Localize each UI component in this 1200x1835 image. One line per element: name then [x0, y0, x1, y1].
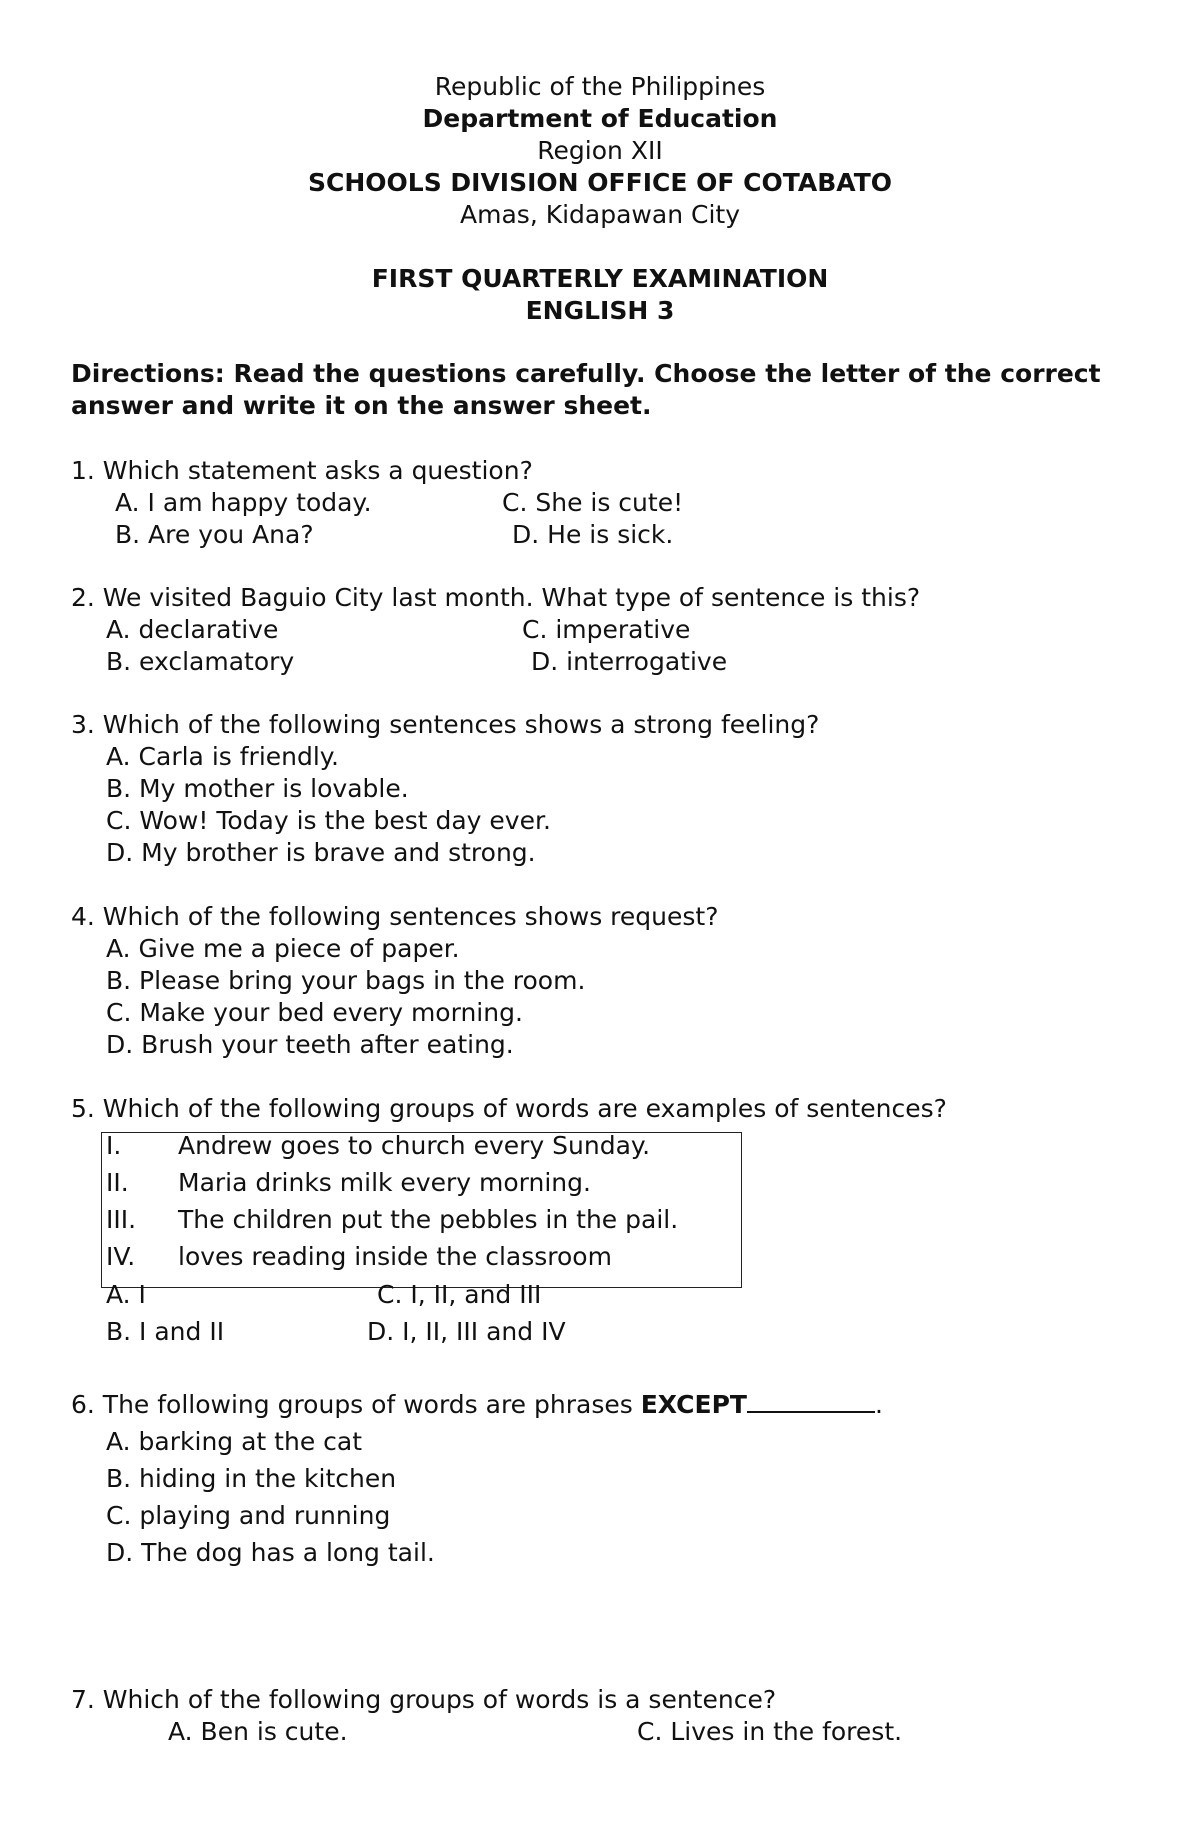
q2-option-d: D. interrogative [531, 647, 728, 676]
q5-option-d: D. I, II, III and IV [367, 1317, 566, 1346]
statement-number: IV. [106, 1242, 136, 1271]
statement-item [106, 1204, 678, 1236]
q6-stem-end: . [874, 1390, 883, 1419]
q4-option-a: A. Give me a piece of paper. [106, 934, 460, 963]
statement-text: Andrew goes to church every Sunday. [178, 1131, 651, 1160]
q6-stem-text: 6. The following groups of words are phrases [71, 1390, 641, 1419]
statement-text: Maria drinks milk every morning. [178, 1168, 591, 1197]
q1-option-d: D. He is sick. [512, 520, 674, 549]
q5-option-a: A. I [106, 1280, 146, 1309]
statement-number: III. [106, 1205, 137, 1234]
statement-text: loves reading inside the classroom [178, 1242, 612, 1271]
q6-option-a: A. barking at the cat [106, 1427, 363, 1456]
q6-option-c: C. playing and running [106, 1501, 391, 1530]
question-7-stem: 7. Which of the following groups of words is a sentence? [71, 1685, 777, 1714]
question-5-stem: 5. Which of the following groups of words are examples of sentences? [71, 1094, 947, 1123]
exam-subject: ENGLISH 3 [525, 296, 675, 325]
q3-option-a: A. Carla is friendly. [106, 742, 339, 771]
statement-number: II. [106, 1168, 129, 1197]
question-6-stem [71, 1389, 883, 1421]
statement-item [106, 1167, 591, 1199]
q1-option-a: A. I am happy today. [115, 488, 372, 517]
q2-option-c: C. imperative [522, 615, 691, 644]
q2-option-b: B. exclamatory [106, 647, 295, 676]
q1-option-c: C. She is cute! [502, 488, 684, 517]
q6-stem-emphasis: EXCEPT [640, 1390, 747, 1419]
q5-option-b: B. I and II [106, 1317, 225, 1346]
q1-option-b: B. Are you Ana? [115, 520, 314, 549]
header-address: Amas, Kidapawan City [460, 200, 740, 229]
header-department: Department of Education [422, 104, 778, 133]
answer-blank [747, 1389, 875, 1413]
question-1-stem: 1. Which statement asks a question? [71, 456, 533, 485]
q7-option-a: A. Ben is cute. [168, 1717, 348, 1746]
statement-item [106, 1130, 650, 1162]
q4-option-d: D. Brush your teeth after eating. [106, 1030, 514, 1059]
statement-text: The children put the pebbles in the pail. [178, 1205, 679, 1234]
q5-option-c: C. I, II, and III [377, 1280, 542, 1309]
q7-option-c: C. Lives in the forest. [637, 1717, 903, 1746]
header-region: Region XII [537, 136, 663, 165]
q4-option-b: B. Please bring your bags in the room. [106, 966, 586, 995]
q2-option-a: A. declarative [106, 615, 279, 644]
q3-option-c: C. Wow! Today is the best day ever. [106, 806, 551, 835]
question-4-stem: 4. Which of the following sentences shows request? [71, 902, 719, 931]
statement-item [106, 1241, 612, 1273]
statement-number: I. [106, 1131, 122, 1160]
question-2-stem: 2. We visited Baguio City last month. What type of sentence is this? [71, 583, 921, 612]
header-division-office: SCHOOLS DIVISION OFFICE OF COTABATO [307, 168, 892, 197]
directions: Directions: Read the questions carefully. Choose the letter of the correct answer and write it on the answer sheet. [71, 359, 1101, 420]
q3-option-d: D. My brother is brave and strong. [106, 838, 536, 867]
q6-option-b: B. hiding in the kitchen [106, 1464, 397, 1493]
q6-option-d: D. The dog has a long tail. [106, 1538, 435, 1567]
question-3-stem: 3. Which of the following sentences shows a strong feeling? [71, 710, 820, 739]
q3-option-b: B. My mother is lovable. [106, 774, 409, 803]
q4-option-c: C. Make your bed every morning. [106, 998, 523, 1027]
exam-title: FIRST QUARTERLY EXAMINATION [371, 264, 829, 293]
header-republic: Republic of the Philippines [434, 72, 766, 101]
